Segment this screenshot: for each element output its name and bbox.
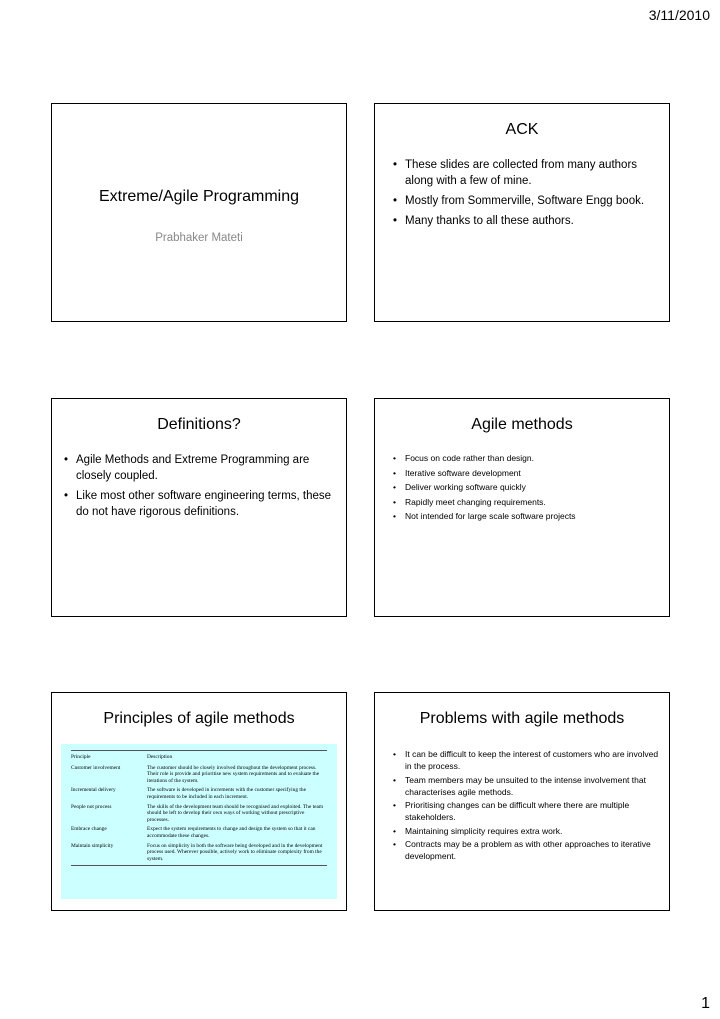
slide-ack [374, 103, 670, 322]
bullet-item: • Maintaining simplicity requires extra work. [391, 825, 659, 837]
slide-heading: ACK [505, 121, 539, 138]
bullet-item: • Team members may be unsuited to the intense involvement that characterises agile methods. [391, 774, 659, 798]
slide-heading: Principles of agile methods [103, 710, 295, 727]
table-cell: Embrace change [71, 826, 107, 833]
bullet-item: • It can be difficult to keep the interest of customers who are involved in the process. [391, 748, 659, 772]
table-cell: Focus on simplicity in both the software being developed and in the development process used. Wherever possible, actively work to eliminate complexity from the system. [147, 842, 323, 862]
table-cell: Incremental delivery [71, 787, 116, 794]
table-row [71, 804, 327, 827]
slide-heading: Agile methods [471, 416, 573, 433]
slide-agile-methods [374, 398, 670, 617]
bullet-item: • Iterative software development [391, 467, 659, 479]
table-row [71, 765, 327, 788]
bullet-item: • These slides are collected from many authors along with a few of mine. [391, 157, 655, 189]
slide-title [51, 103, 347, 322]
table-row [71, 843, 327, 866]
table-row [71, 787, 327, 803]
slide-author: Prabhaker Mateti [155, 232, 243, 244]
slide-heading: Definitions? [157, 416, 241, 433]
bullet-list [391, 452, 659, 525]
table-cell: Customer involvement [71, 764, 121, 771]
table-cell: People not process [71, 803, 112, 810]
bullet-item: • Not intended for large scale software projects [391, 510, 659, 522]
slide-definitions [51, 398, 347, 617]
table-cell: Maintain simplicity [71, 842, 114, 849]
bullet-item: • Deliver working software quickly [391, 481, 659, 493]
slide-problems [374, 692, 670, 911]
table-header: Description [147, 754, 173, 760]
bullet-list [391, 748, 659, 864]
bullet-item: • Mostly from Sommerville, Software Engg book. [391, 193, 655, 209]
bullet-list [62, 452, 332, 524]
slide-heading: Problems with agile methods [419, 710, 625, 727]
table-cell: Expect the system requirements to change and design the system so that it can accommodate these changes. [147, 826, 316, 839]
bullet-item: • Rapidly meet changing requirements. [391, 496, 659, 508]
bullet-item: • Many thanks to all these authors. [391, 213, 655, 229]
slide-title-text: Extreme/Agile Programming [98, 188, 300, 205]
table-cell: The skills of the development team should be recognised and exploited. The team should be left to develop their own ways of working without prescriptive processes. [147, 803, 324, 823]
table-header: Principle [71, 754, 91, 760]
principles-table-box [61, 744, 337, 899]
table-cell: The customer should be closely involved throughout the development process. Their role is provide and prioritise new system requirements and to evaluate the iterations of the system. [147, 764, 320, 784]
bullet-item: • Agile Methods and Extreme Programming are closely coupled. [62, 452, 332, 484]
table-cell: The software is developed in increments with the customer specifying the requirements to be included in each increment. [147, 787, 306, 800]
bullet-item: • Like most other software engineering terms, these do not have rigorous definitions. [62, 488, 332, 520]
bullet-list [391, 157, 655, 233]
bullet-item: • Prioritising changes can be difficult where there are multiple stakeholders. [391, 799, 659, 823]
bullet-item: • Focus on code rather than design. [391, 452, 659, 464]
principles-table [71, 751, 327, 865]
slide-principles [51, 692, 347, 911]
bullet-item: • Contracts may be a problem as with other approaches to iterative development. [391, 838, 659, 862]
table-row [71, 826, 327, 842]
page-date: 3/11/2010 [648, 7, 710, 23]
page-number: 1 [701, 995, 710, 1012]
